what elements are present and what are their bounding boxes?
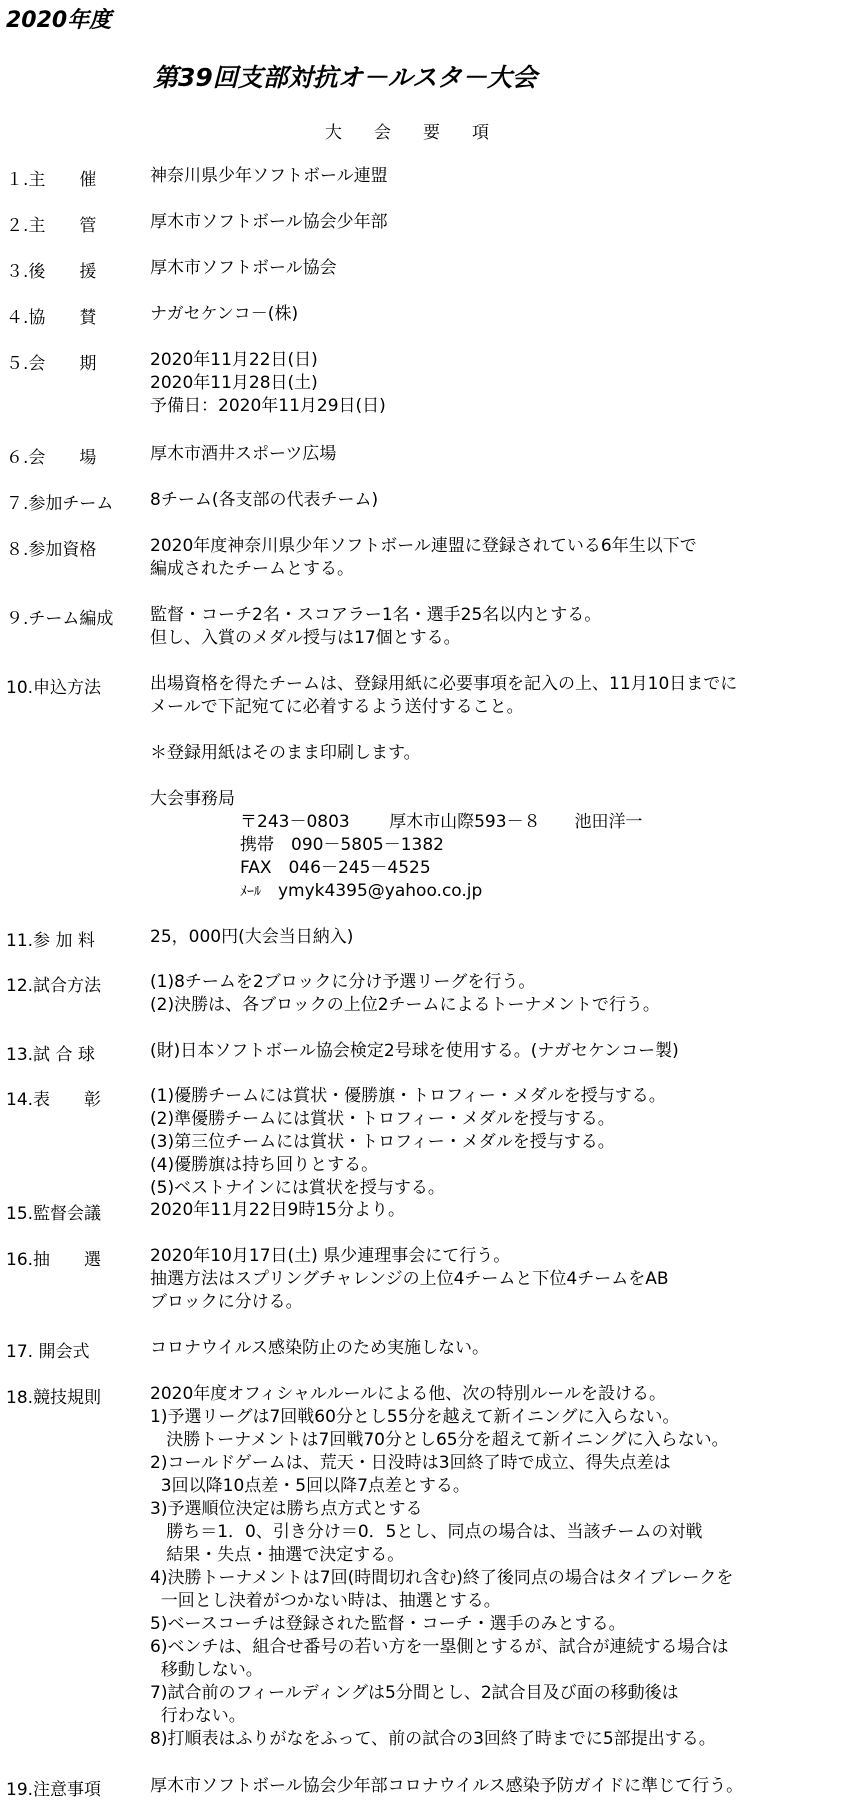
item-label: ４.協 賛 (6, 308, 97, 328)
item-label: 13.試 合 球 (6, 1045, 95, 1065)
item-line (150, 765, 856, 788)
item-line: 編成されたチームとする。 (150, 559, 354, 579)
item-label: １.主 催 (6, 170, 97, 190)
item-line: 6)ベンチは、組合せ番号の若い方を一塁側とするが、試合が連続する場合は (150, 1637, 729, 1657)
item-line: 大会事務局 (150, 789, 235, 809)
item-line: 2020年度オフィシャルルールによる他、次の特別ルールを設ける。 (150, 1384, 666, 1404)
item-label: 12.試合方法 (6, 976, 102, 996)
item-line: 厚木市ソフトボール協会 (150, 258, 337, 278)
item-content (150, 211, 856, 234)
item-line: 厚木市酒井スポーツ広場 (150, 444, 337, 464)
item-line: 厚木市ソフトボール協会少年部 (150, 212, 388, 232)
item-line: 行わない。 (150, 1706, 246, 1726)
mail-address: ymyk4395@yahoo.co.jp (278, 881, 483, 901)
item-line: ブロックに分ける。 (150, 1292, 303, 1312)
item-line: (2)決勝は、各ブロックの上位2チームによるトーナメントで行う。 (150, 995, 660, 1015)
item-line: (1)優勝チームには賞状・優勝旗・トロフィー・メダルを授与する。 (150, 1086, 666, 1106)
item-line: 一回とし決着がつかない時は、抽選とする。 (150, 1591, 501, 1611)
item-line: 2020年11月28日(土) (150, 373, 318, 393)
item-line: 8チーム(各支部の代表チーム) (150, 490, 379, 510)
item-line: 厚木市ソフトボール協会少年部コロナウイルス感染予防ガイドに準じて行う。 (150, 1776, 744, 1796)
item-label: 15.監督会議 (6, 1204, 102, 1224)
mail-label: ﾒｰﾙ (240, 884, 261, 900)
item-content (150, 1775, 856, 1798)
item-content (150, 303, 856, 326)
item-content (150, 1040, 856, 1063)
item-line: ＊登録用紙はそのまま印刷します。 (150, 743, 421, 763)
item-label: 19.注意事項 (6, 1780, 102, 1800)
item-label: ６.会 場 (6, 448, 97, 468)
item-line: (4)優勝旗は持ち回りとする。 (150, 1155, 379, 1175)
subtitle-char: 要 (423, 123, 440, 143)
item-content (150, 349, 856, 418)
item-line: 8)打順表はふりがなをふって、前の試合の3回終了時までに5部提出する。 (150, 1729, 716, 1749)
office-fax: FAX 046－245－4525 (240, 858, 431, 878)
item-line: ナガセケンコ－(株) (150, 304, 299, 324)
item-label: ３.後 援 (6, 262, 97, 282)
item-line: (1)8チームを2ブロックに分け予選リーグを行う。 (150, 972, 536, 992)
item-line: 3)予選順位決定は勝ち点方式とする (150, 1499, 423, 1519)
item-label: 11.参 加 料 (6, 931, 95, 951)
item-line: 5)ベースコーチは登録された監督・コーチ・選手のみとする。 (150, 1614, 626, 1634)
item-content (150, 971, 856, 1017)
item-label: ５.会 期 (6, 354, 97, 374)
item-label: 18.競技規則 (6, 1388, 102, 1408)
item-label: 16.抽 選 (6, 1250, 102, 1270)
item-content (150, 926, 856, 949)
item-content (150, 604, 856, 650)
item-content (150, 1199, 856, 1222)
subtitle-char: 大 (325, 123, 342, 143)
item-line: 3回以降10点差・5回以降7点差とする。 (150, 1476, 470, 1496)
item-line: 勝ち＝1．0、引き分け＝0．5とし、同点の場合は、当該チームの対戦 (150, 1522, 703, 1542)
item-content (150, 165, 856, 188)
item-line (150, 719, 856, 742)
item-line: (2)準優勝チームには賞状・トロフィー・メダルを授与する。 (150, 1109, 615, 1129)
item-content (150, 1085, 856, 1200)
item-label: 17. 開会式 (6, 1342, 90, 1362)
subtitle-char: 項 (472, 123, 489, 143)
item-line: 抽選方法はスプリングチャレンジの上位4チームと下位4チームをAB (150, 1269, 669, 1289)
item-label: 10.申込方法 (6, 678, 102, 698)
office-mail (150, 880, 856, 903)
item-line: 監督・コーチ2名・スコアラー1名・選手25名以内とする。 (150, 605, 602, 625)
item-content (150, 1245, 856, 1314)
item-line: (財)日本ソフトボール協会検定2号球を使用する。(ナガセケンコー製) (150, 1041, 679, 1061)
item-content (150, 1337, 856, 1360)
item-line: (5)ベストナインには賞状を授与する。 (150, 1178, 445, 1198)
item-line: 2020年11月22日9時15分より。 (150, 1200, 405, 1220)
item-line: 25，000円(大会当日納入) (150, 927, 354, 947)
item-content (150, 257, 856, 280)
office-mobile: 携帯 090－5805－1382 (240, 835, 444, 855)
page-title: 第39回支部対抗オ－ルスタ－大会 (153, 63, 538, 92)
item-label: ２.主 管 (6, 216, 97, 236)
year-heading: 2020年度 (6, 8, 112, 33)
item-line: 結果・失点・抽選で決定する。 (150, 1545, 405, 1565)
item-label: ７.参加チーム (6, 494, 114, 514)
item-line: (3)第三位チームには賞状・トロフィー・メダルを授与する。 (150, 1132, 615, 1152)
subtitle (325, 118, 521, 143)
item-line: コロナウイルス感染防止のため実施しない。 (150, 1338, 489, 1358)
office-postal: 〒243－0803 厚木市山際593－８ 池田洋一 (240, 812, 643, 832)
item-content (150, 489, 856, 512)
item-content (150, 443, 856, 466)
item-line: 但し、入賞のメダル授与は17個とする。 (150, 628, 461, 648)
item-line: 2020年10月17日(土) 県少連理事会にて行う。 (150, 1246, 511, 1266)
subtitle-char: 会 (374, 123, 391, 143)
item-content (150, 535, 856, 581)
item-line: 出場資格を得たチームは、登録用紙に必要事項を記入の上、11月10日までに (150, 674, 738, 694)
item-line: 決勝トーナメントは7回戦70分とし65分を超えて新イニングに入らない。 (150, 1430, 729, 1450)
item-line: 移動しない。 (150, 1660, 263, 1680)
item-line: 2)コールドゲームは、荒天・日没時は3回終了時で成立、得失点差は (150, 1453, 671, 1473)
item-line: 神奈川県少年ソフトボール連盟 (150, 166, 388, 186)
item-label: ９.チーム編成 (6, 609, 114, 629)
item-line: 4)決勝トーナメントは7回(時間切れ含む)終了後同点の場合はタイブレークを (150, 1568, 734, 1588)
item-content (150, 673, 856, 903)
item-label: 14.表 彰 (6, 1090, 102, 1110)
item-line: 7)試合前のフィールディングは5分間とし、2試合目及び面の移動後は (150, 1683, 679, 1703)
item-line: メールで下記宛てに必着するよう送付すること。 (150, 697, 524, 717)
item-content (150, 1383, 856, 1751)
item-line: 予備日：2020年11月29日(日) (150, 396, 386, 416)
item-line: 2020年度神奈川県少年ソフトボール連盟に登録されている6年生以下で (150, 536, 697, 556)
item-label: ８.参加資格 (6, 540, 97, 560)
item-line: 1)予選リーグは7回戦60分とし55分を越えて新イニングに入らない。 (150, 1407, 680, 1427)
item-line: 2020年11月22日(日) (150, 350, 318, 370)
